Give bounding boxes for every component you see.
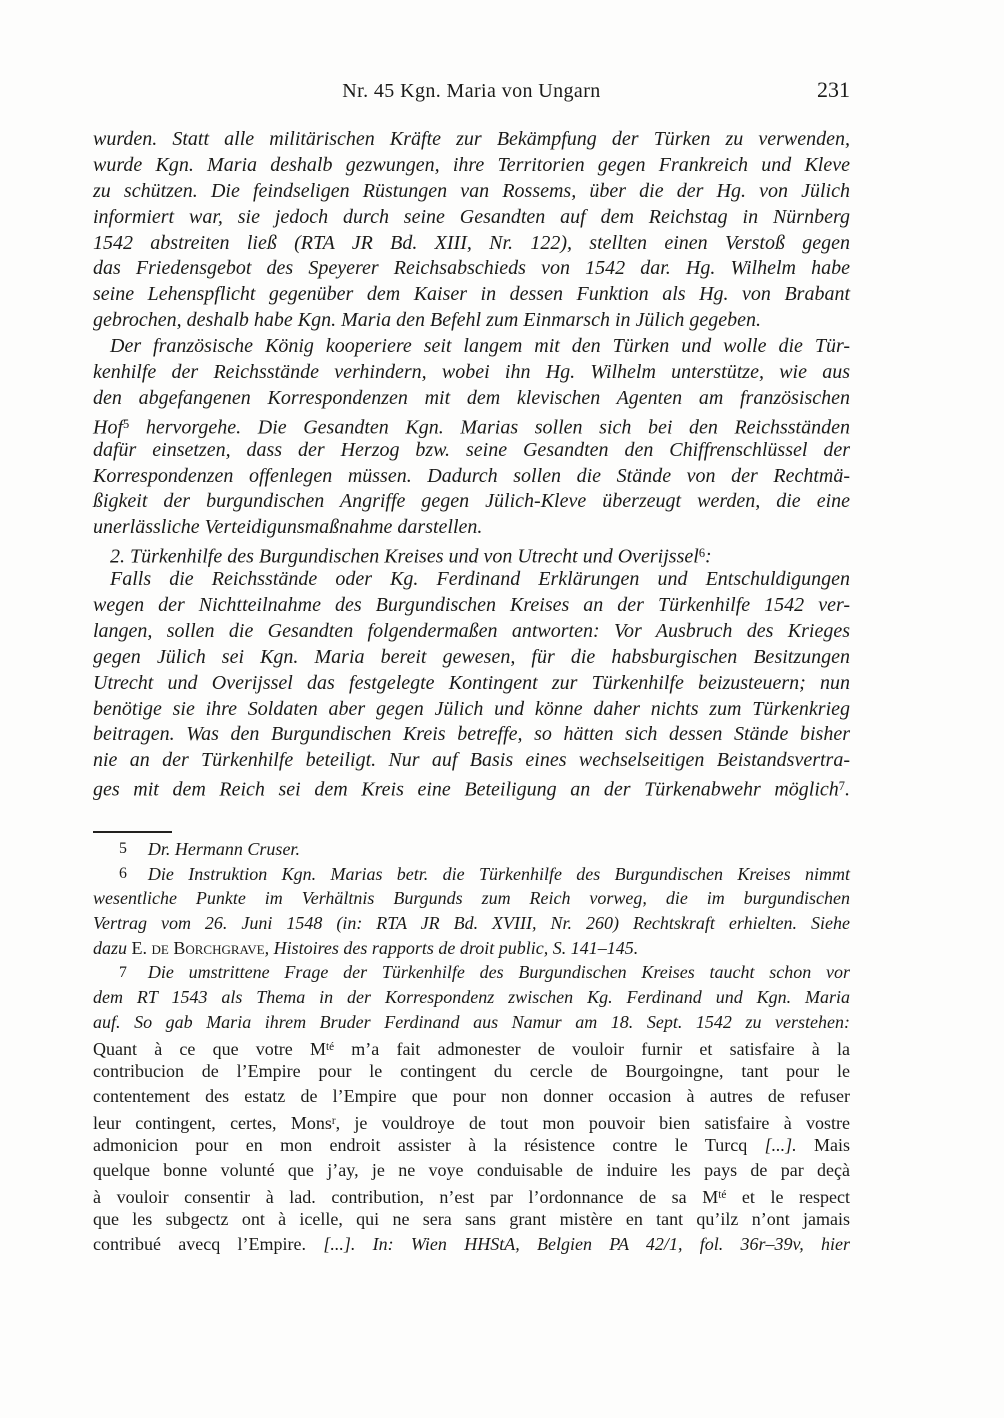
footnote-line bbox=[93, 1232, 850, 1257]
text-segment: kenhilfe der Reichsstände verhindern, wobei ihn Hg. Wilhelm unterstütze, wie aus bbox=[93, 361, 850, 384]
text-segment: unerlässliche Verteidigunsmaßnahme darstellen. bbox=[93, 516, 483, 539]
text-segment: das Friedensgebot des Speyerer Reichsabschieds von 1542 dar. Hg. Wilhelm habe bbox=[93, 257, 850, 280]
main-text-line bbox=[93, 697, 850, 723]
main-text-line bbox=[93, 722, 850, 748]
text-segment: 2. Türkenhilfe des Burgundischen Kreises und von Utrecht und Overijssel bbox=[110, 545, 699, 568]
text-segment: quelque bonne volunté que j’ay, je ne voye conduisable de induire les pays de par deçà bbox=[93, 1159, 850, 1180]
main-text-line bbox=[93, 748, 850, 774]
text-segment: [...]. In: Wien HHStA, Belgien PA 42/1, fol. 36r–39v, hier bbox=[323, 1234, 850, 1254]
text-segment: [...]. bbox=[764, 1135, 797, 1156]
text-segment: informiert war, sie jedoch durch seine Gesandten auf dem Reichstag in Nürnberg bbox=[93, 205, 850, 228]
main-text-line bbox=[93, 256, 850, 282]
main-text-line bbox=[93, 205, 850, 231]
footnote-number: 6 bbox=[119, 864, 127, 882]
text-segment: à vouloir consentir à lad. contribution, n’est par l’ordonnance de sa M bbox=[93, 1186, 719, 1207]
text-segment: . bbox=[845, 778, 850, 801]
text-segment: ßigkeit der burgundischen Angriffe gegen Jülich-Kleve überzeugt werden, die eine bbox=[93, 490, 850, 513]
footnote-marker: té bbox=[718, 1188, 727, 1201]
author-smallcaps: E. de Borchgrave bbox=[131, 937, 265, 958]
main-text-line bbox=[93, 489, 850, 515]
text-segment: Vertrag vom 26. Juni 1548 (in: RTA JR Bd. XVIII, Nr. 260) Rechtskraft erhielten. Siehe bbox=[93, 913, 850, 934]
footnote-marker: 7 bbox=[838, 779, 845, 794]
text-segment: Falls die Reichsstände oder Kg. Ferdinand Erklärungen und Entschuldigungen bbox=[110, 568, 850, 591]
running-header-title: Nr. 45 Kgn. Maria von Ungarn bbox=[342, 80, 601, 102]
text-segment: que les subgectz ont à icelle, qui ne sera sans grant mistère en tant qu’ilz n’ont jamais bbox=[93, 1209, 850, 1230]
text-segment: leur contingent, certes, Mons bbox=[93, 1112, 332, 1133]
text-segment: wesentliche Punkte im Verhältnis Burgunds zum Reich vorweg, die im burgundischen bbox=[93, 888, 850, 909]
text-segment: zu schützen. Die feindseligen Rüstungen van Rossems, über die der Hg. von Jülich bbox=[93, 179, 850, 202]
text-segment: , bbox=[264, 937, 274, 958]
text-segment: 1542 abstreiten ließ (RTA JR Bd. XIII, Nr. 122), stellten einen Verstoß gegen bbox=[93, 231, 850, 254]
footnote-marker: 5 bbox=[123, 416, 130, 431]
text-segment: Der französische König kooperiere seit langem mit den Türken und wolle die Tür- bbox=[110, 335, 850, 358]
footnote-line bbox=[93, 1183, 850, 1208]
text-segment: wegen der Nichtteilnahme des Burgundischen Kreises an der Türkenhilfe 1542 ver- bbox=[93, 594, 850, 617]
main-text bbox=[93, 127, 850, 800]
main-text-line bbox=[93, 774, 850, 800]
footnote-line bbox=[93, 862, 850, 887]
text-segment: dafür einsetzen, dass der Herzog bzw. seine Gesandten den Chiffrenschlüssel der bbox=[93, 438, 850, 461]
footnotes bbox=[93, 837, 850, 1257]
text-segment: contribucion de l’Empire pour le contingent du cercle de Bourgoingne, tant pour le bbox=[93, 1061, 850, 1082]
text-segment: : bbox=[705, 545, 712, 568]
text-segment: , je vouldroye de tout mon pouvoir bien satisfaire à vostre bbox=[335, 1112, 850, 1133]
text-segment: seine Lehenspflicht gegenüber dem Kaiser in dessen Funktion als Hg. von Brabant bbox=[93, 283, 850, 306]
text-segment: hervorgehe. Die Gesandten Kgn. Marias sollen sich bei den Reichsständen bbox=[129, 416, 850, 439]
main-text-line bbox=[93, 567, 850, 593]
text-segment: contentement des estatz de l’Empire que pour non donner occasion à autres de refuser bbox=[93, 1085, 850, 1106]
text-segment: benötige sie ihre Soldaten aber gegen Jülich und könne daher nichts zum Türkenkrieg bbox=[93, 697, 850, 720]
text-segment: den abgefangenen Korrespondenzen mit dem klevischen Agenten am französischen bbox=[93, 386, 850, 409]
main-text-line bbox=[93, 438, 850, 464]
main-text-line bbox=[93, 282, 850, 308]
footnote-line bbox=[93, 1084, 850, 1109]
main-text-line bbox=[93, 464, 850, 490]
text-segment: wurden. Statt alle militärischen Kräfte zur Bekämpfung der Türken zu verwenden, bbox=[93, 128, 850, 150]
text-segment: Histoires des rapports de droit public, S. 141–145. bbox=[273, 937, 639, 958]
footnote-number: 5 bbox=[119, 840, 127, 858]
footnote-marker: té bbox=[325, 1040, 335, 1053]
main-text-line bbox=[93, 308, 850, 334]
text-segment: Mais bbox=[796, 1135, 851, 1156]
footnote-line bbox=[93, 936, 850, 961]
footnote-line bbox=[93, 1207, 850, 1232]
main-text-line bbox=[93, 360, 850, 386]
text-segment: auf. So gab Maria ihrem Bruder Ferdinand aus Namur am 18. Sept. 1542 zu verstehen: bbox=[93, 1011, 850, 1032]
footnote-line bbox=[93, 1109, 850, 1134]
main-text-line bbox=[93, 645, 850, 671]
text-segment: nie an der Türkenhilfe beteiligt. Nur auf Basis eines wechselseitigen Beistandsvertra- bbox=[93, 749, 850, 772]
footnote-marker: r bbox=[331, 1114, 336, 1127]
footnote-line bbox=[93, 960, 850, 985]
text-segment: Die umstrittene Frage der Türkenhilfe des Burgundischen Kreises taucht schon vor bbox=[147, 962, 850, 983]
main-text-line bbox=[93, 153, 850, 179]
main-text-line bbox=[93, 619, 850, 645]
text-segment: Dr. Hermann Cruser. bbox=[147, 839, 300, 859]
main-text-line bbox=[93, 412, 850, 438]
footnote-line bbox=[93, 911, 850, 936]
text-segment: beitragen. Was den Burgundischen Kreis betreffe, so hätten sich dessen Stände bisher bbox=[93, 723, 850, 746]
main-text-line bbox=[93, 334, 850, 360]
text-segment: Utrecht und Overijssel das festgelegte Kontingent zur Türkenhilfe beizusteuern; nun bbox=[93, 671, 850, 694]
footnote-line bbox=[93, 1010, 850, 1035]
footnote-line bbox=[93, 985, 850, 1010]
main-text-line bbox=[93, 179, 850, 205]
footnote-line bbox=[93, 1059, 850, 1084]
main-text-line bbox=[93, 515, 850, 541]
text-segment: ges mit dem Reich sei dem Kreis eine Beteiligung an der Türkenabwehr möglich bbox=[93, 778, 839, 801]
footnote-marker: 6 bbox=[698, 546, 706, 561]
text-segment: dazu bbox=[93, 937, 132, 958]
main-text-line bbox=[93, 541, 850, 567]
text-segment: contribué avecq l’Empire. bbox=[93, 1234, 324, 1254]
text-segment: admonicion pour en mon endroit assister à la résistence contre le Turcq bbox=[93, 1135, 765, 1156]
text-segment: et le respect bbox=[726, 1186, 850, 1207]
page-number: 231 bbox=[817, 77, 850, 102]
main-text-line bbox=[93, 231, 850, 257]
text-segment: gegen Jülich sei Kgn. Maria bereit gewesen, für die habsburgischen Besitzungen bbox=[93, 645, 850, 668]
main-text-line bbox=[93, 386, 850, 412]
footnote-line bbox=[93, 886, 850, 911]
text-segment: Quant à ce que votre M bbox=[93, 1038, 326, 1059]
page-header bbox=[93, 77, 850, 108]
text-segment: Die Instruktion Kgn. Marias betr. die Türkenhilfe des Burgundischen Kreises nimmt bbox=[147, 863, 850, 884]
text-segment: wurde Kgn. Maria deshalb gezwungen, ihre Territorien gegen Frankreich und Kleve bbox=[93, 153, 850, 176]
text-segment: Hof bbox=[93, 416, 123, 439]
text-segment: m’a fait admonester de vouloir furnir et satisfaire à la bbox=[334, 1038, 850, 1059]
footnote-number: 7 bbox=[119, 963, 127, 981]
footnote-line bbox=[93, 837, 850, 862]
main-text-line bbox=[93, 127, 850, 153]
footnote-line bbox=[93, 1133, 850, 1158]
text-segment: Korrespondenzen offenlegen müssen. Dadurch sollen die Stände von der Rechtmä- bbox=[93, 464, 850, 487]
footnote-separator bbox=[93, 831, 172, 833]
footnote-line bbox=[93, 1158, 850, 1183]
text-segment: langen, sollen die Gesandten folgendermaßen antworten: Vor Ausbruch des Krieges bbox=[93, 619, 850, 642]
text-segment: gebrochen, deshalb habe Kgn. Maria den Befehl zum Einmarsch in Jülich gegeben. bbox=[93, 309, 762, 332]
text-segment: dem RT 1543 als Thema in der Korrespondenz zwischen Kg. Ferdinand und Kgn. Maria bbox=[93, 987, 850, 1008]
main-text-line bbox=[93, 671, 850, 697]
footnote-line bbox=[93, 1035, 850, 1060]
main-text-line bbox=[93, 593, 850, 619]
